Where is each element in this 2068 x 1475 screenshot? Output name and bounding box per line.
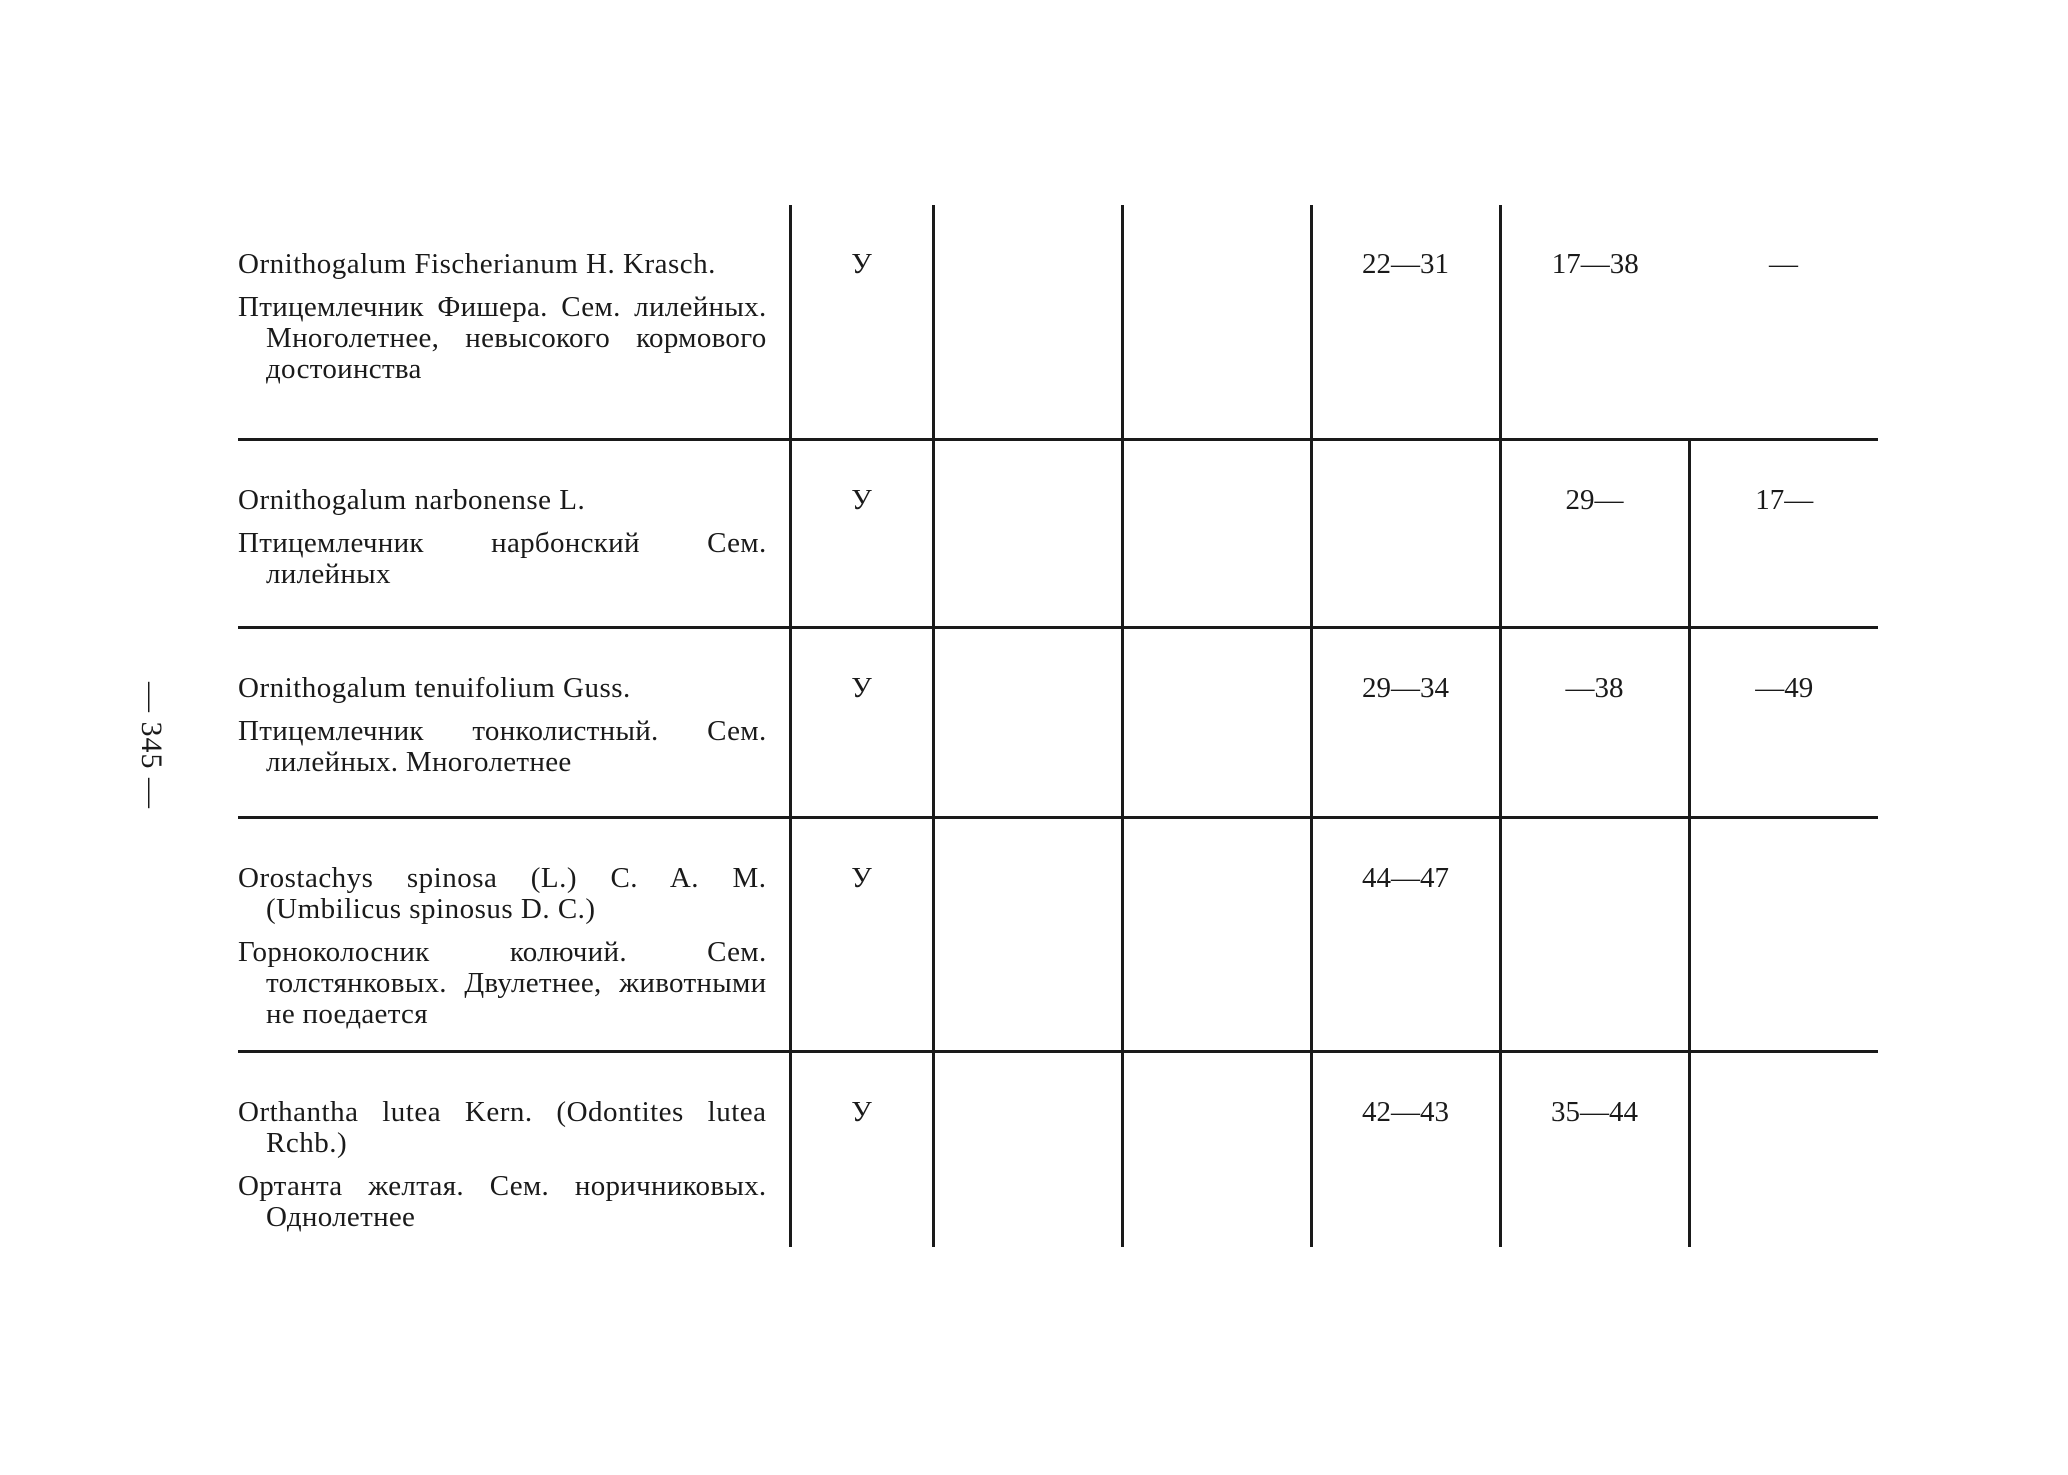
cell-value: 35—44 — [1551, 1095, 1638, 1128]
value-cell — [1500, 439, 1689, 627]
russian-description: Птицемлечник нарбонский Сем. лилейных — [238, 526, 767, 590]
value-cell — [1689, 205, 1878, 439]
latin-name: Ornithogalum Fischerianum H. Krasch. — [238, 248, 716, 280]
cell-value: 17— — [1755, 483, 1814, 516]
value-cell — [933, 1051, 1122, 1247]
table-row — [238, 1051, 1878, 1247]
value-cell — [1689, 1051, 1878, 1247]
value-cell — [1500, 1051, 1689, 1247]
latin-name: Ornithogalum narbonense L. — [238, 483, 586, 516]
cell-value: 22—31 — [1362, 248, 1449, 280]
value-cell — [933, 439, 1122, 627]
cell-value: 42—43 — [1362, 1095, 1449, 1128]
species-name-cell — [238, 1051, 790, 1247]
value-cell — [790, 627, 933, 817]
value-cell — [1311, 205, 1500, 439]
cell-value: —38 — [1565, 671, 1624, 704]
value-cell — [790, 817, 933, 1051]
cell-value: У — [851, 861, 872, 894]
value-cell — [933, 817, 1122, 1051]
value-cell — [790, 205, 933, 439]
table-row — [238, 817, 1878, 1051]
cell-value: У — [851, 671, 872, 704]
value-cell — [1311, 817, 1500, 1051]
species-table — [238, 205, 1878, 1247]
value-cell — [1311, 1051, 1500, 1247]
value-cell — [790, 1051, 933, 1247]
value-cell — [790, 439, 933, 627]
value-cell — [1500, 817, 1689, 1051]
species-name-cell — [238, 439, 790, 627]
cell-value: —49 — [1755, 671, 1814, 704]
cell-value: У — [851, 483, 872, 516]
latin-name: Ornithogalum tenuifolium Guss. — [238, 671, 631, 704]
value-cell — [1122, 439, 1311, 627]
table-row — [238, 205, 1878, 439]
value-cell — [1689, 439, 1878, 627]
cell-value: 17—38 — [1551, 248, 1639, 280]
value-cell — [1689, 627, 1878, 817]
latin-name: Orostachys spinosa (L.) C. A. M. (Umbilicus spinosus D. C.) — [238, 861, 767, 925]
russian-description: Горноколосник колючий. Сем. толстянковых. Двулетнее, животными не поедается — [238, 935, 767, 1030]
value-cell — [1689, 817, 1878, 1051]
table-row — [238, 439, 1878, 627]
species-name-cell — [238, 817, 790, 1051]
value-cell — [1311, 627, 1500, 817]
species-name-cell — [238, 627, 790, 817]
value-cell — [933, 205, 1122, 439]
value-cell — [1122, 817, 1311, 1051]
latin-name: Orthantha lutea Kern. (Odontites lutea Rchb.) — [238, 1095, 767, 1159]
russian-description: Ортанта желтая. Сем. норичниковых. Однолетнее — [238, 1169, 767, 1233]
cell-value: — — [1769, 248, 1798, 280]
value-cell — [1122, 205, 1311, 439]
cell-value: 29—34 — [1362, 671, 1449, 704]
cell-value: У — [851, 248, 872, 280]
species-name-cell — [238, 205, 790, 439]
value-cell — [1122, 627, 1311, 817]
value-cell — [933, 627, 1122, 817]
value-cell — [1500, 627, 1689, 817]
page-number: — 345 — — [135, 682, 168, 809]
russian-description: Птицемлечник Фишера. Сем. лилейных. Многолетнее, невысокого кормового достоинства — [238, 291, 767, 385]
value-cell — [1500, 205, 1689, 439]
value-cell — [1311, 439, 1500, 627]
value-cell — [1122, 1051, 1311, 1247]
russian-description: Птицемлечник тонколистный. Сем. лилейных. Многолетнее — [238, 714, 767, 778]
cell-value: 44—47 — [1362, 861, 1449, 894]
table-row — [238, 627, 1878, 817]
cell-value: У — [851, 1095, 872, 1128]
cell-value: 29— — [1565, 483, 1624, 516]
